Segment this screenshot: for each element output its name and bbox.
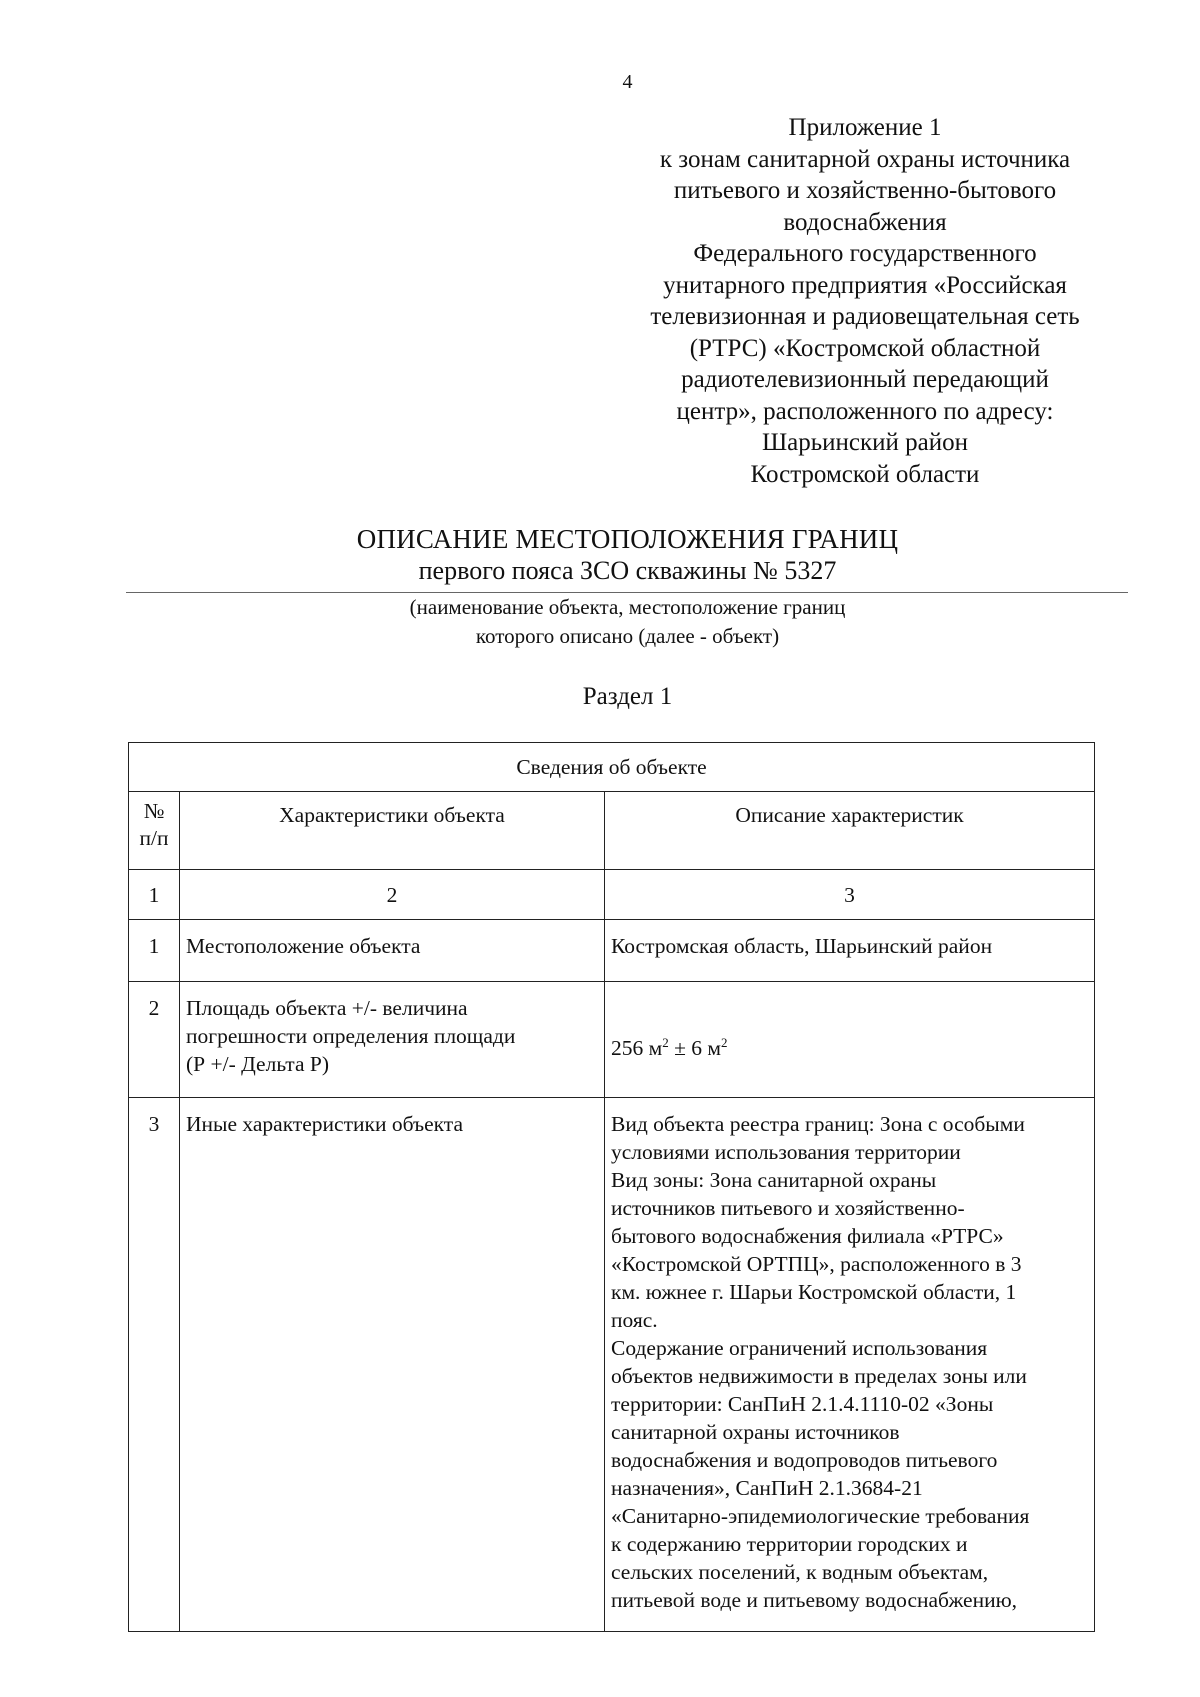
appendix-header — [630, 112, 1100, 490]
area-exponent: 2 — [662, 1034, 669, 1050]
page-number: 4 — [622, 71, 633, 93]
value-line: бытового водоснабжения филиала «РТРС» — [611, 1224, 1004, 1248]
value-line: условиями использования территории — [611, 1140, 961, 1164]
index-cell: 2 — [180, 870, 605, 920]
row-value — [605, 982, 1095, 1098]
row-number: 2 — [129, 982, 180, 1098]
characteristic-line: погрешности определения площади — [186, 1024, 516, 1048]
index-cell: 1 — [129, 870, 180, 920]
appendix-line: к зонам санитарной охраны источника — [659, 145, 1071, 173]
header-label: Характеристики объекта — [279, 803, 505, 827]
caption-line: которого описано (далее - объект) — [475, 624, 780, 648]
value-line: «Санитарно-эпидемиологические требования — [611, 1504, 1030, 1528]
appendix-line: центр», расположенного по адресу: — [676, 397, 1054, 425]
document-title: ОПИСАНИЕ МЕСТОПОЛОЖЕНИЯ ГРАНИЦ — [356, 524, 899, 554]
value-line: назначения», СанПиН 2.1.3684-21 — [611, 1476, 923, 1500]
appendix-line: Приложение 1 — [788, 114, 942, 141]
area-value: 256 м — [611, 1036, 663, 1061]
table-header-row — [129, 792, 1095, 870]
characteristic-line: Площадь объекта +/- величина — [186, 996, 468, 1020]
row-number: 1 — [129, 920, 180, 982]
value-line: санитарной охраны источников — [611, 1420, 900, 1444]
value-line: сельских поселений, к водным объектам, — [611, 1560, 989, 1584]
value-line: Вид объекта реестра границ: Зона с особыми — [611, 1112, 1025, 1136]
header-num — [129, 792, 180, 870]
value-line: объектов недвижимости в пределах зоны или — [611, 1364, 1027, 1388]
header-label: Описание характеристик — [735, 803, 964, 827]
characteristic-line: (Р +/- Дельта Р) — [186, 1052, 330, 1076]
value-line: Вид зоны: Зона санитарной охраны — [611, 1168, 937, 1192]
row-characteristic — [180, 920, 605, 982]
table-row — [129, 982, 1095, 1098]
value-line: пояс. — [611, 1308, 658, 1332]
row-value: Костромская область, Шарьинский район — [605, 920, 1095, 982]
value-line: «Костромской ОРТПЦ», расположенного в 3 — [611, 1252, 1022, 1276]
document-subtitle: первого пояса ЗСО скважины № 5327 — [418, 556, 837, 585]
appendix-line: Шарьинский район — [761, 429, 969, 456]
header-characteristics — [180, 792, 605, 870]
value-line: водоснабжения и водопроводов питьевого — [611, 1448, 998, 1472]
characteristic-line: Местоположение объекта — [186, 934, 421, 958]
appendix-line: телевизионная и радиовещательная сеть — [650, 303, 1080, 330]
appendix-line: водоснабжения — [783, 208, 947, 236]
value-line: км. южнее г. Шарьи Костромской области, 1 — [611, 1280, 1017, 1304]
section-heading: Раздел 1 — [582, 683, 673, 710]
appendix-line: Федерального государственного — [693, 240, 1037, 267]
row-characteristic — [180, 982, 605, 1098]
appendix-line: унитарного предприятия «Российская — [663, 271, 1067, 299]
table-index-row — [129, 870, 1095, 920]
header-num-line: № — [143, 799, 165, 823]
header-description — [605, 792, 1095, 870]
caption-line: (наименование объекта, местоположение границ — [409, 595, 846, 619]
value-line: Содержание ограничений использования — [611, 1336, 988, 1360]
appendix-line: Костромской области — [750, 460, 980, 488]
area-error: ± 6 м — [668, 1036, 722, 1061]
area-error-exponent: 2 — [721, 1034, 728, 1050]
appendix-line: (РТРС) «Костромской областной — [689, 334, 1041, 362]
object-info-table — [128, 742, 1095, 1632]
table-caption: Сведения об объекте — [129, 743, 1095, 792]
row-characteristic — [180, 1098, 605, 1632]
appendix-line: питьевого и хозяйственно-бытового — [673, 177, 1057, 204]
appendix-line: радиотелевизионный передающий — [681, 366, 1049, 393]
subtitle-caption — [0, 593, 1200, 651]
row-value — [605, 1098, 1095, 1632]
value-line: к содержанию территории городских и — [611, 1532, 968, 1556]
value-line: источников питьевого и хозяйственно- — [611, 1196, 965, 1220]
row-number: 3 — [129, 1098, 180, 1632]
table-row — [129, 1098, 1095, 1632]
index-cell: 3 — [605, 870, 1095, 920]
value-line: питьевой воде и питьевому водоснабжению, — [611, 1588, 1018, 1612]
value-line: территории: СанПиН 2.1.4.1110-02 «Зоны — [611, 1392, 994, 1416]
table-row — [129, 920, 1095, 982]
characteristic-line: Иные характеристики объекта — [186, 1112, 464, 1136]
header-num-line: п/п — [139, 826, 169, 850]
